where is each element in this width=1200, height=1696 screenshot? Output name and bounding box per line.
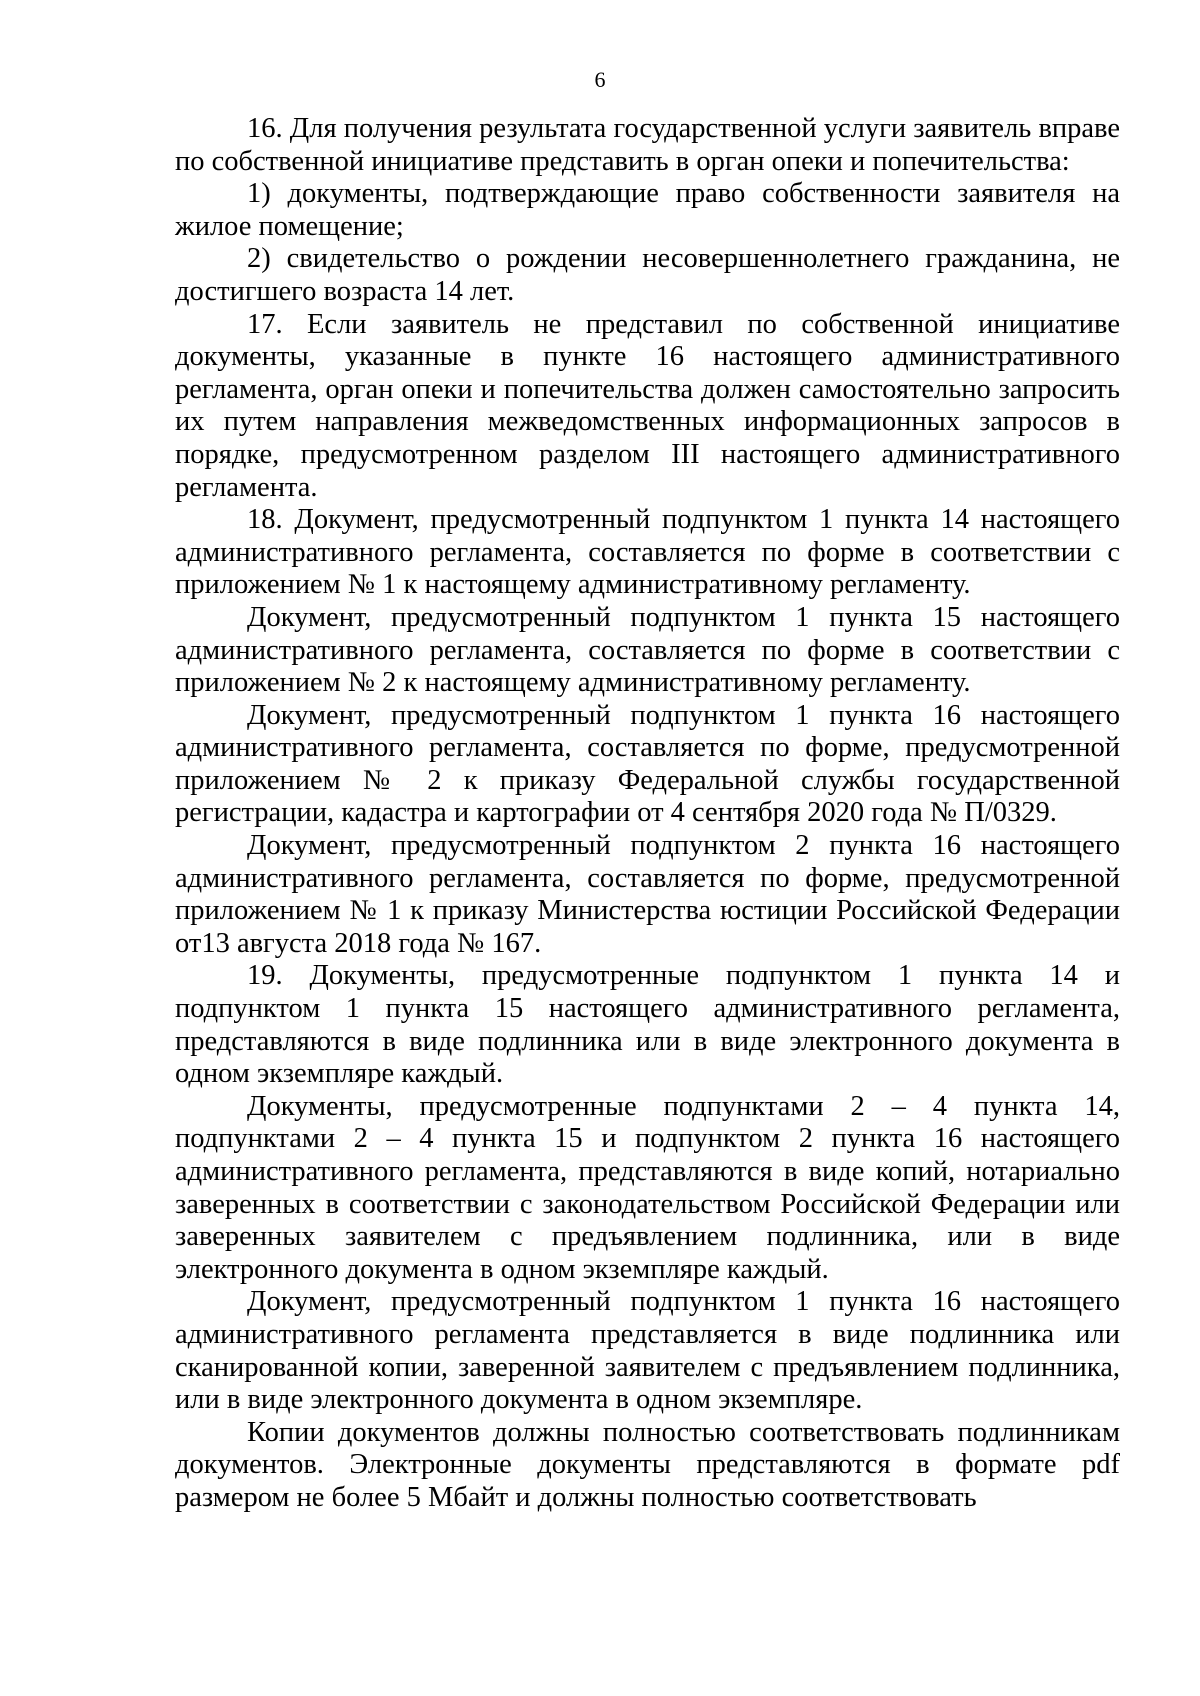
- paragraph-19-copies: Документы, предусмотренные подпунктами 2 – 4 пункта 14, подпунктами 2 – 4 пункта 15 и подпунктом 2 пункта 16 настоящего административного регламента, представляются в виде копий, нотариально заверенных в соответствии с законодательством Российской Федерации или заверенных заявителем с предъявлением подлинника, или в виде электронного документа в одном экземпляре каждый.: [175, 1090, 1120, 1285]
- paragraph-18-form-rosreestr: Документ, предусмотренный подпунктом 1 пункта 16 настоящего административного регламента, составляется по форме, предусмотренной приложением № 2 к приказу Федеральной службы государственной регистрации, кадастра и картографии от 4 сентября 2020 года № П/0329.: [175, 699, 1120, 829]
- paragraph-18: 18. Документ, предусмотренный подпунктом 1 пункта 14 настоящего административного регламента, составляется по форме в соответствии с приложением № 1 к настоящему административному регламенту.: [175, 504, 1120, 601]
- paragraph-18-form-2: Документ, предусмотренный подпунктом 1 пункта 15 настоящего административного регламента, составляется по форме в соответствии с приложением № 2 к настоящему административному регламенту.: [175, 601, 1120, 699]
- paragraph-16-item-1: 1) документы, подтверждающие право собственности заявителя на жилое помещение;: [175, 178, 1120, 242]
- page-number: 6: [594, 67, 606, 92]
- paragraph-18-form-minjust: Документ, предусмотренный подпунктом 2 пункта 16 настоящего административного регламента, составляется по форме, предусмотренной приложением № 1 к приказу Министерства юстиции Российской Федерации от13 августа 2018 года № 167.: [175, 830, 1120, 959]
- paragraph-16: 16. Для получения результата государственной услуги заявитель вправе по собственной инициативе представить в орган опеки и попечительства:: [175, 113, 1120, 177]
- paragraph-copies-requirements: Копии документов должны полностью соответствовать подлинникам документов. Электронные документы представляются в формате pdf размером не более 5 Мбайт и должны полностью соответствовать: [175, 1416, 1120, 1513]
- paragraph-16-item-2: 2) свидетельство о рождении несовершеннолетнего гражданина, не достигшего возраста 14 лет.: [175, 243, 1120, 307]
- paragraph-17: 17. Если заявитель не представил по собственной инициативе документы, указанные в пункте 16 настоящего административного регламента, орган опеки и попечительства должен самостоятельно запросить их путем направления межведомственных информационных запросов в порядке, предусмотренном разделом III настоящего административного регламента.: [175, 308, 1120, 503]
- paragraph-19: 19. Документы, предусмотренные подпунктом 1 пункта 14 и подпунктом 1 пункта 15 настоящего административного регламента, представляются в виде подлинника или в виде электронного документа в одном экземпляре каждый.: [175, 960, 1120, 1090]
- paragraph-19-scan: Документ, предусмотренный подпунктом 1 пункта 16 настоящего административного регламента представляется в виде подлинника или сканированной копии, заверенной заявителем с предъявлением подлинника, или в виде электронного документа в одном экземпляре.: [175, 1286, 1120, 1416]
- document-body: [175, 113, 1120, 1515]
